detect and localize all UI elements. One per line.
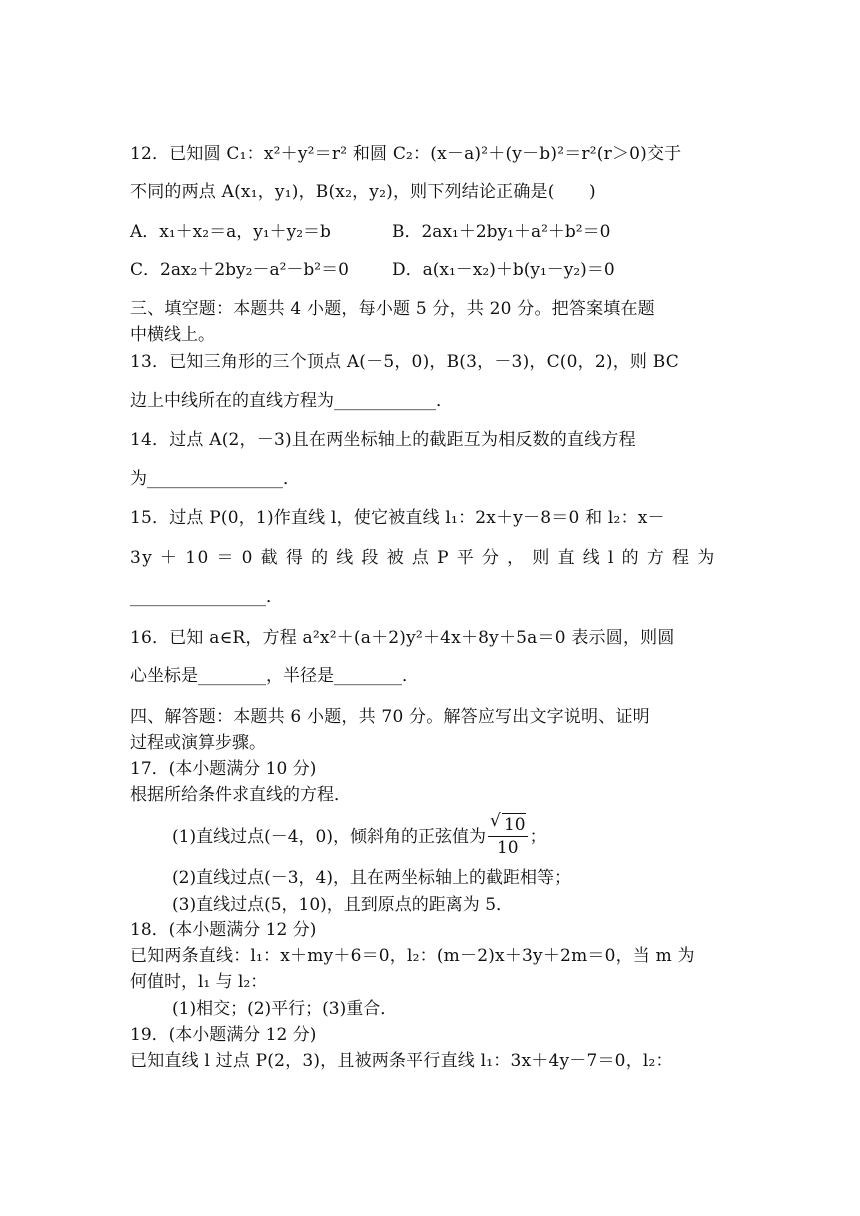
q15-line-1: 15．过点 P(0，1)作直线 l，使它被直线 l₁：2x＋y－8＝0 和 l₂：x－ [130,508,665,528]
q19-line-1: 已知直线 l 过点 P(2，3)，且被两条平行直线 l₁：3x＋4y－7＝0，l₂： [130,1051,673,1071]
q12-line-1: 12．已知圆 C₁：x²＋y²＝r² 和圆 C₂：(x－a)²＋(y－b)²＝r²(r＞0)交于 [130,144,682,164]
q17-part-2: (2)直线过点(－3，4)，且在两坐标轴上的截距相等； [172,868,571,888]
q18-heading: 18．(本小题满分 12 分) [130,920,317,940]
q12-option-a: A．x₁＋x₂＝a，y₁＋y₂＝b [130,222,331,242]
q12-option-b: B．2ax₁＋2by₁＋a²＋b²＝0 [392,222,611,242]
fraction-denominator: 10 [496,837,519,858]
q13-line-2: 边上中线所在的直线方程为____________． [130,391,453,411]
q17-intro: 根据所给条件求直线的方程． [130,785,351,805]
q15-line-3: ________________． [130,587,283,607]
q12-line-2: 不同的两点 A(x₁，y₁)，B(x₂，y₂)，则下列结论正确是( ) [130,182,596,202]
section-3-line-1: 三、填空题：本题共 4 小题，每小题 5 分，共 20 分。把答案填在题 [130,299,655,319]
q12-option-c: C．2ax₂＋2by₂－a²－b²＝0 [130,260,349,280]
q16-line-1: 16．已知 a∈R，方程 a²x²＋(a＋2)y²＋4x＋8y＋5a＝0 表示圆，则圆 [130,628,675,648]
q18-parts: (1)相交；(2)平行；(3)重合． [172,999,398,1019]
q14-line-1: 14．过点 A(2，－3)且在两坐标轴上的截距互为相反数的直线方程 [130,430,636,450]
q14-line-2: 为________________． [130,469,300,489]
q17-heading: 17．(本小题满分 10 分) [130,759,317,779]
q15-line-2: 3y ＋ 10 ＝ 0 截 得 的 线 段 被 点 P 平 分 ， 则 直 线 l 的 方 程 为 [130,548,716,568]
sqrt-10: √ 10 [502,813,526,836]
q17-part-1-end: ； [529,827,547,847]
q18-line-2: 何值时，l₁ 与 l₂： [130,972,268,992]
q19-heading: 19．(本小题满分 12 分) [130,1025,317,1045]
section-4-line-2: 过程或演算步骤。 [130,733,266,753]
q13-line-1: 13．已知三角形的三个顶点 A(－5，0)，B(3，－3)，C(0，2)，则 BC [130,352,679,372]
sqrt10-over-10-fraction [488,813,528,859]
q17-part-1-text: (1)直线过点(－4，0)，倾斜角的正弦值为 [172,827,486,847]
q17-part-3: (3)直线过点(5，10)，且到原点的距离为 5． [172,895,514,915]
section-3-line-2: 中横线上。 [130,325,215,345]
q18-line-1: 已知两条直线：l₁：x＋my＋6＝0，l₂：(m－2)x＋3y＋2m＝0，当 m 为 [130,946,695,966]
q12-option-d: D．a(x₁－x₂)＋b(y₁－y₂)＝0 [392,260,615,280]
q17-part-1 [172,812,547,862]
section-4-line-1: 四、解答题：本题共 6 小题，共 70 分。解答应写出文字说明、证明 [130,707,650,727]
q16-line-2: 心坐标是________，半径是________． [130,666,419,686]
